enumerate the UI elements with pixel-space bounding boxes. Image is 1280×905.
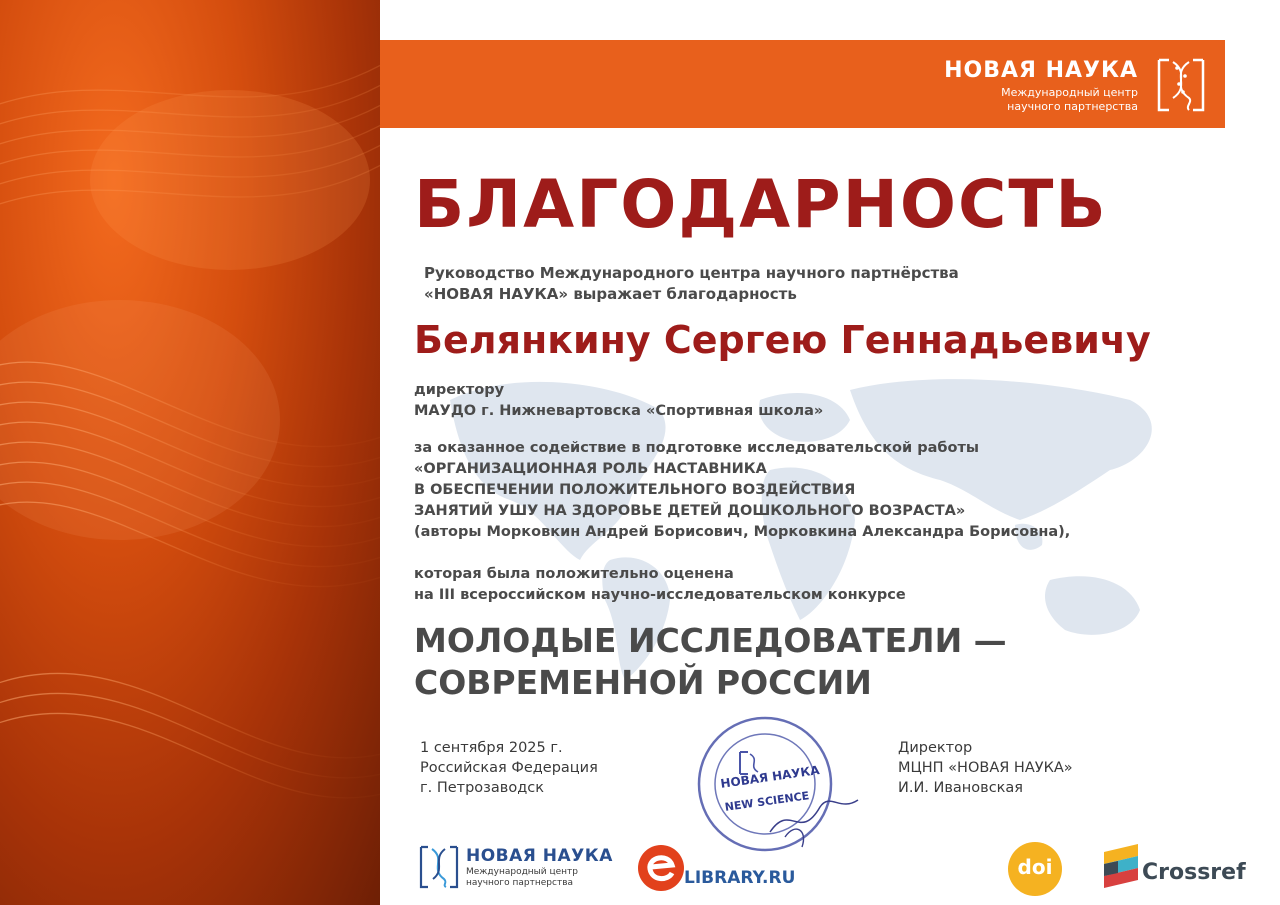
director-title: Директор: [898, 740, 973, 756]
footer-nn-sub-line1: Международный центр: [466, 867, 579, 877]
decorative-orange-panel: [0, 0, 380, 905]
brand-subtitle: [1001, 86, 1138, 114]
intro-text: [424, 263, 1124, 305]
nova-nauka-logo-icon: [418, 843, 460, 891]
brand-title: НОВАЯ НАУКА: [944, 58, 1138, 83]
merit-line1: за оказанное содействие в подготовке исследовательской работы: [414, 440, 979, 456]
eval-line2: на III всероссийском научно-исследовательском конкурсе: [414, 587, 906, 603]
dna-logo-icon: [1155, 54, 1207, 116]
director-name: И.И. Ивановская: [898, 780, 1024, 796]
recipient-name: Белянкину Сергею Геннадьевичу: [414, 318, 1151, 362]
issue-country: Российская Федерация: [420, 760, 598, 776]
merit-line2: «ОРГАНИЗАЦИОННАЯ РОЛЬ НАСТАВНИКА: [414, 461, 767, 477]
elibrary-e-glyph-icon: [638, 845, 684, 891]
evaluation-text: [414, 564, 1214, 606]
issue-city: г. Петрозаводск: [420, 780, 544, 796]
date-place-block: [420, 738, 598, 798]
position-line2: МАУДО г. Нижневартовска «Спортивная школа»: [414, 403, 824, 419]
intro-line1: Руководство Международного центра научного партнёрства: [424, 264, 959, 282]
merit-line3: В ОБЕСПЕЧЕНИИ ПОЛОЖИТЕЛЬНОГО ВОЗДЕЙСТВИЯ: [414, 482, 856, 498]
elibrary-logo-text: LIBRARY.RU: [684, 868, 796, 888]
certificate-title: БЛАГОДАРНОСТЬ: [414, 166, 1108, 243]
intro-line2: «НОВАЯ НАУКА» выражает благодарность: [424, 285, 797, 303]
director-org: МЦНП «НОВАЯ НАУКА»: [898, 760, 1073, 776]
merit-line4: ЗАНЯТИЙ УШУ НА ЗДОРОВЬЕ ДЕТЕЙ ДОШКОЛЬНОГО ВОЗРАСТА»: [414, 503, 966, 519]
recipient-position: [414, 380, 1214, 422]
contest-line1: МОЛОДЫЕ ИССЛЕДОВАТЕЛИ —: [414, 621, 1007, 660]
header-bar: [380, 40, 1225, 128]
contest-title: [414, 620, 1234, 704]
crossref-logo-icon: [1102, 842, 1140, 892]
director-block: [898, 738, 1073, 798]
contest-line2: СОВРЕМЕННОЙ РОССИИ: [414, 663, 872, 702]
elibrary-e-icon: [638, 845, 684, 891]
stamp-text-main: НОВАЯ НАУКА: [719, 763, 821, 791]
brand-subtitle-line1: Международный центр: [1001, 86, 1138, 99]
crossref-logo-text: Crossref: [1142, 860, 1246, 885]
swirl-pattern: [0, 0, 380, 905]
eval-line1: которая была положительно оценена: [414, 566, 734, 582]
footer-nn-sub-line2: научного партнерства: [466, 878, 574, 888]
doi-logo-text: doi: [1017, 855, 1053, 879]
position-line1: директору: [414, 382, 505, 398]
footer-nova-nauka-subtitle: [466, 867, 578, 889]
merit-text: [414, 438, 1214, 543]
brand-subtitle-line2: научного партнерства: [1007, 100, 1138, 113]
merit-line5: (авторы Морковкин Андрей Борисович, Морковкина Александра Борисовна),: [414, 524, 1071, 540]
stamp-text-secondary: NEW SCIENCE: [723, 789, 811, 814]
issue-date: 1 сентября 2025 г.: [420, 740, 563, 756]
footer-nova-nauka-title: НОВАЯ НАУКА: [466, 846, 613, 866]
